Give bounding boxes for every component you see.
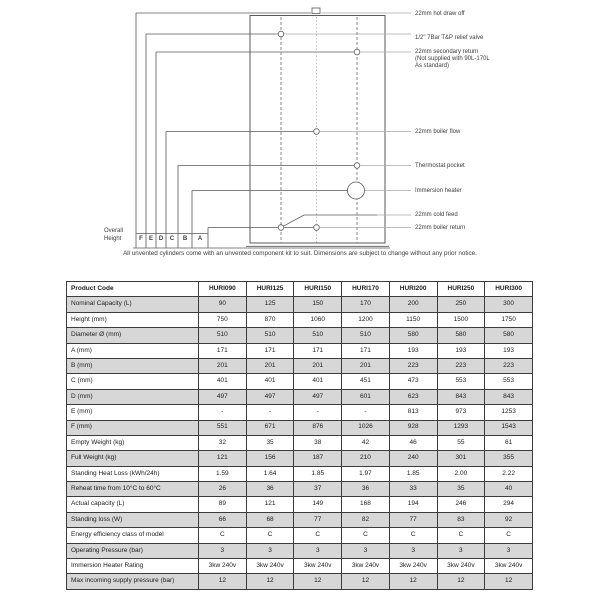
table-cell: 92 (485, 512, 533, 527)
table-cell: - (294, 405, 342, 420)
cylinder-diagram (0, 0, 600, 260)
table-cell: 210 (342, 451, 390, 466)
table-cell: 510 (294, 328, 342, 343)
table-cell: 150 (294, 297, 342, 312)
table-cell: 12 (437, 574, 485, 589)
table-cell: 77 (389, 512, 437, 527)
table-cell: 1026 (342, 420, 390, 435)
table-cell: 35 (437, 482, 485, 497)
row-label: Immersion Heater Rating (67, 559, 199, 574)
table-cell: 1500 (437, 312, 485, 327)
table-cell: 33 (389, 482, 437, 497)
table-cell: 750 (199, 312, 247, 327)
table-cell: 12 (389, 574, 437, 589)
table-row (67, 482, 533, 497)
table-row (67, 297, 533, 312)
table-cell: 26 (199, 482, 247, 497)
row-label: Reheat time from 10°C to 60°C (67, 482, 199, 497)
label-immersion-heater: Immersion heater (415, 187, 462, 194)
table-cell: 3 (485, 543, 533, 558)
column-header: HURI090 (199, 282, 247, 297)
table-cell: 61 (485, 435, 533, 450)
label-overall-height: Overall Height (104, 228, 124, 242)
table-cell: 1.97 (342, 466, 390, 481)
row-label: F (mm) (67, 420, 199, 435)
table-cell: 223 (389, 358, 437, 373)
table-cell: 1253 (485, 405, 533, 420)
table-row (67, 543, 533, 558)
dimension-letter-b: B (182, 235, 188, 242)
table-cell: 66 (199, 512, 247, 527)
label-cold-feed: 22mm cold feed (415, 212, 458, 218)
table-cell: 451 (342, 374, 390, 389)
table-cell: C (437, 528, 485, 543)
immersion-heater-circle (348, 182, 365, 199)
dimension-letter-d: D (158, 235, 164, 242)
table-cell: 83 (437, 512, 485, 527)
table-cell: 1200 (342, 312, 390, 327)
row-label: Diameter Ø (mm) (67, 328, 199, 343)
table-row (67, 358, 533, 373)
table-cell: 193 (437, 343, 485, 358)
table-cell: 1750 (485, 312, 533, 327)
table-cell: C (294, 528, 342, 543)
table-cell: 510 (246, 328, 294, 343)
dimension-letter-f: F (139, 235, 143, 242)
row-label: Full Weight (kg) (67, 451, 199, 466)
table-cell: 12 (246, 574, 294, 589)
table-cell: 3 (342, 543, 390, 558)
table-cell: 843 (485, 389, 533, 404)
table-cell: 580 (389, 328, 437, 343)
table-cell: 35 (246, 435, 294, 450)
table-row (67, 528, 533, 543)
table-cell: 3 (389, 543, 437, 558)
spec-table (66, 281, 533, 590)
table-cell: 2.22 (485, 466, 533, 481)
table-cell: 171 (294, 343, 342, 358)
table-cell: 12 (199, 574, 247, 589)
table-row (67, 466, 533, 481)
table-cell: 1060 (294, 312, 342, 327)
table-cell: 200 (389, 297, 437, 312)
table-cell: 1.85 (389, 466, 437, 481)
table-cell: 168 (342, 497, 390, 512)
row-label: Nominal Capacity (L) (67, 297, 199, 312)
label-thermostat-pocket: Thermostat pocket (415, 162, 465, 169)
table-cell: 149 (294, 497, 342, 512)
table-cell: 36 (342, 482, 390, 497)
row-label: Energy efficiency class of model (67, 528, 199, 543)
table-cell: 201 (199, 358, 247, 373)
table-cell: 813 (389, 405, 437, 420)
table-cell: 68 (246, 512, 294, 527)
table-cell: 121 (246, 497, 294, 512)
table-row (67, 559, 533, 574)
table-cell: 401 (246, 374, 294, 389)
table-cell: - (199, 405, 247, 420)
table-cell: 3kw 240v (246, 559, 294, 574)
table-cell: 623 (389, 389, 437, 404)
row-label: A (mm) (67, 343, 199, 358)
row-label: Standing loss (W) (67, 512, 199, 527)
column-header: HURI150 (294, 282, 342, 297)
table-cell: 90 (199, 297, 247, 312)
table-cell: 1.85 (294, 466, 342, 481)
table-cell: 510 (199, 328, 247, 343)
row-label: Standing Heat Loss (kWh/24h) (67, 466, 199, 481)
hot-draw-off-fitting (312, 8, 320, 14)
table-cell: 77 (294, 512, 342, 527)
table-cell: 170 (342, 297, 390, 312)
table-cell: 3 (246, 543, 294, 558)
label-boiler-return: 22mm boiler return (415, 224, 466, 231)
row-label: Actual capacity (L) (67, 497, 199, 512)
table-cell: 36 (246, 482, 294, 497)
table-cell: 194 (389, 497, 437, 512)
table-cell: 38 (294, 435, 342, 450)
table-cell: 497 (246, 389, 294, 404)
table-cell: 223 (485, 358, 533, 373)
table-cell: 510 (342, 328, 390, 343)
table-cell: C (342, 528, 390, 543)
table-cell: 201 (246, 358, 294, 373)
table-cell: 3 (199, 543, 247, 558)
table-cell: 12 (485, 574, 533, 589)
table-cell: 553 (485, 374, 533, 389)
secondary-return-point (354, 49, 360, 55)
table-cell: 601 (342, 389, 390, 404)
table-cell: 876 (294, 420, 342, 435)
table-cell: 3 (294, 543, 342, 558)
table-cell: 553 (437, 374, 485, 389)
table-row (67, 374, 533, 389)
table-cell: 37 (294, 482, 342, 497)
cold-feed-point (278, 225, 284, 231)
table-cell: 193 (485, 343, 533, 358)
table-cell: 3kw 240v (389, 559, 437, 574)
table-cell: 171 (342, 343, 390, 358)
table-row (67, 389, 533, 404)
tp-valve-point (278, 31, 284, 37)
table-cell: 121 (199, 451, 247, 466)
table-row (67, 312, 533, 327)
table-cell: 3kw 240v (294, 559, 342, 574)
table-cell: 42 (342, 435, 390, 450)
table-cell: 171 (246, 343, 294, 358)
label-secondary-return-line3: As standard) (415, 62, 450, 69)
row-label: B (mm) (67, 358, 199, 373)
label-tp-valve: 1/2" 7Bar T&P relief valve (415, 34, 484, 41)
table-cell: 187 (294, 451, 342, 466)
table-cell: 250 (437, 297, 485, 312)
connection-points (278, 8, 364, 230)
table-cell: 46 (389, 435, 437, 450)
table-cell: C (199, 528, 247, 543)
dimension-lines (133, 13, 390, 248)
table-cell: 125 (246, 297, 294, 312)
table-cell: 551 (199, 420, 247, 435)
spec-table-body (67, 297, 533, 589)
table-cell: 580 (437, 328, 485, 343)
label-boiler-flow: 22mm boiler flow (415, 128, 461, 135)
table-cell: 240 (389, 451, 437, 466)
table-cell: 3kw 240v (485, 559, 533, 574)
table-cell: 401 (199, 374, 247, 389)
column-header: HURI300 (485, 282, 533, 297)
table-cell: 1.59 (199, 466, 247, 481)
table-row (67, 420, 533, 435)
table-cell: 201 (294, 358, 342, 373)
row-label: E (mm) (67, 405, 199, 420)
table-cell: 3 (437, 543, 485, 558)
column-header: HURI250 (437, 282, 485, 297)
table-cell: 870 (246, 312, 294, 327)
table-cell: 401 (294, 374, 342, 389)
table-cell: 89 (199, 497, 247, 512)
header-row (67, 282, 533, 297)
table-cell: 473 (389, 374, 437, 389)
label-secondary-return-line1: 22mm secondary return (415, 48, 479, 55)
spec-table-head (67, 282, 533, 297)
table-cell: 294 (485, 497, 533, 512)
table-row (67, 451, 533, 466)
table-row (67, 435, 533, 450)
table-row (67, 405, 533, 420)
column-header: HURI125 (246, 282, 294, 297)
label-secondary-return (415, 49, 490, 70)
table-cell: 171 (199, 343, 247, 358)
row-label: Empty Weight (kg) (67, 435, 199, 450)
table-cell: 1543 (485, 420, 533, 435)
column-header: HURI170 (342, 282, 390, 297)
dimension-letter-e: E (148, 235, 153, 242)
table-cell: 3kw 240v (199, 559, 247, 574)
table-cell: 355 (485, 451, 533, 466)
row-label: D (mm) (67, 389, 199, 404)
table-cell: 3kw 240v (342, 559, 390, 574)
table-cell: 40 (485, 482, 533, 497)
table-cell: 671 (246, 420, 294, 435)
table-cell: 156 (246, 451, 294, 466)
table-row (67, 328, 533, 343)
table-cell: 3kw 240v (437, 559, 485, 574)
table-cell: 1293 (437, 420, 485, 435)
dimension-letter-a: A (197, 235, 203, 242)
table-cell: - (246, 405, 294, 420)
table-cell: 2.00 (437, 466, 485, 481)
label-secondary-return-line2: (Not supplied with 90L-170L (415, 55, 490, 62)
table-cell: 301 (437, 451, 485, 466)
table-row (67, 512, 533, 527)
table-cell: 928 (389, 420, 437, 435)
table-cell: 201 (342, 358, 390, 373)
table-cell: 246 (437, 497, 485, 512)
table-cell: 497 (294, 389, 342, 404)
table-cell: 1150 (389, 312, 437, 327)
label-hot-draw-off: 22mm hot draw off (415, 11, 465, 17)
table-cell: 843 (437, 389, 485, 404)
dimension-letter-c: C (169, 235, 175, 242)
table-cell: 973 (437, 405, 485, 420)
column-header: HURI200 (389, 282, 437, 297)
table-cell: - (342, 405, 390, 420)
row-label: Height (mm) (67, 312, 199, 327)
table-cell: 55 (437, 435, 485, 450)
table-cell: 300 (485, 297, 533, 312)
row-label: Max incoming supply pressure (bar) (67, 574, 199, 589)
table-cell: 193 (389, 343, 437, 358)
thermostat-pocket-point (354, 163, 360, 169)
table-cell: C (485, 528, 533, 543)
table-cell: 497 (199, 389, 247, 404)
table-cell: 82 (342, 512, 390, 527)
row-label: C (mm) (67, 374, 199, 389)
label-leaders (284, 13, 411, 228)
table-cell: C (246, 528, 294, 543)
table-row (67, 574, 533, 589)
table-cell: 12 (294, 574, 342, 589)
row-label-header: Product Code (67, 282, 199, 297)
table-cell: 1.64 (246, 466, 294, 481)
disclaimer-note: All unvented cylinders come with an unvented component kit to suit. Dimensions are subject to change without any prior notice. (123, 250, 477, 257)
table-row (67, 343, 533, 358)
table-row (67, 497, 533, 512)
row-label: Operating Pressure (bar) (67, 543, 199, 558)
table-cell: C (389, 528, 437, 543)
table-cell: 580 (485, 328, 533, 343)
boiler-return-point (314, 225, 320, 231)
boiler-flow-point (314, 129, 320, 135)
table-cell: 12 (342, 574, 390, 589)
table-cell: 32 (199, 435, 247, 450)
table-cell: 223 (437, 358, 485, 373)
